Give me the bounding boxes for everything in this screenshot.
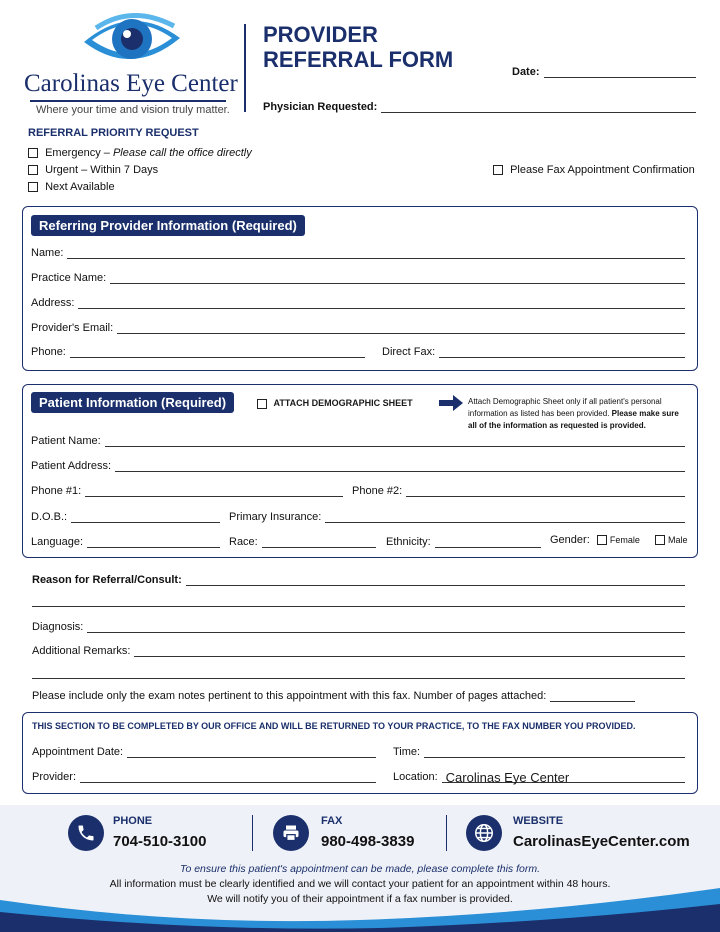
urgent-label: Urgent – Within 7 Days: [45, 164, 159, 176]
next-label: Next Available: [45, 181, 115, 193]
attach-note-a: Attach Demographic Sheet only if all patient's personal information as listed has been provided.: [468, 397, 662, 418]
emergency-checkbox[interactable]: [28, 148, 38, 158]
reason-line-2[interactable]: [32, 606, 685, 607]
patient-name-label: Patient Name:: [31, 435, 101, 447]
form-title-line1: PROVIDER: [263, 22, 378, 47]
ref-fax-field[interactable]: [382, 344, 685, 358]
emergency-label: Emergency –: [45, 147, 113, 159]
date-input[interactable]: [544, 67, 696, 78]
provider-field[interactable]: [32, 769, 376, 783]
appt-date-label: Appointment Date:: [32, 746, 124, 758]
logo-tagline: Where your time and vision truly matter.: [36, 104, 230, 116]
ref-email-label: Provider's Email:: [31, 322, 114, 334]
appt-date-input[interactable]: [127, 747, 376, 758]
logo: [24, 8, 238, 116]
male-checkbox[interactable]: [655, 535, 665, 545]
ref-phone-label: Phone:: [31, 346, 66, 358]
patient-name-field[interactable]: [31, 433, 685, 447]
phone2-field[interactable]: [352, 483, 685, 497]
ref-practice-label: Practice Name:: [31, 272, 107, 284]
race-input[interactable]: [262, 537, 376, 548]
office-heading: THIS SECTION TO BE COMPLETED BY OUR OFFICE AND WILL BE RETURNED TO YOUR PRACTICE, TO THE FAX NUMBER YOU PROVIDED.: [32, 721, 636, 731]
logo-underline: [30, 100, 226, 102]
attach-demographic[interactable]: [257, 398, 413, 409]
priority-next[interactable]: [28, 181, 115, 193]
location-field[interactable]: [393, 769, 685, 783]
ref-address-label: Address:: [31, 297, 75, 309]
fax-icon: [273, 815, 309, 851]
arrow-right-icon: [439, 395, 463, 411]
fax-confirm-checkbox[interactable]: [493, 165, 503, 175]
phone-value[interactable]: 704-510-3100: [113, 833, 207, 850]
attach-checkbox[interactable]: [257, 399, 267, 409]
emergency-note: Please call the office directly: [112, 147, 252, 159]
phone2-input[interactable]: [406, 486, 685, 497]
location-label: Location:: [393, 771, 438, 783]
footer-divider-1: [252, 815, 253, 851]
urgent-checkbox[interactable]: [28, 165, 38, 175]
patient-tag: Patient Information (Required): [31, 392, 234, 413]
diagnosis-label: Diagnosis:: [32, 621, 84, 633]
provider-label: Provider:: [32, 771, 77, 783]
ref-fax-label: Direct Fax:: [382, 346, 436, 358]
attach-note-b: Please make sure all of the information as requested is provided.: [468, 409, 679, 430]
pages-field[interactable]: [32, 688, 635, 702]
globe-icon: [466, 815, 502, 851]
footer-note-2: All information must be clearly identified and we will contact your patient for an appointment within 48 hours.: [109, 878, 611, 890]
reason-input[interactable]: [186, 575, 685, 586]
ethnicity-label: Ethnicity:: [386, 536, 431, 548]
pages-label: Please include only the exam notes pertinent to this appointment with this fax. Number of pages attached:: [32, 690, 547, 702]
time-field[interactable]: [393, 744, 685, 758]
date-label: Date:: [512, 66, 540, 78]
ref-phone-input[interactable]: [70, 347, 365, 358]
language-label: Language:: [31, 536, 83, 548]
insurance-input[interactable]: [325, 512, 685, 523]
provider-input[interactable]: [80, 772, 376, 783]
male-label: Male: [668, 535, 688, 545]
pages-input[interactable]: [550, 691, 635, 702]
physician-label: Physician Requested:: [263, 101, 378, 113]
logo-name: Carolinas Eye Center: [24, 70, 238, 97]
website-value[interactable]: CarolinasEyeCenter.com: [513, 833, 690, 850]
female-label: Female: [609, 535, 640, 545]
date-field[interactable]: [512, 64, 696, 78]
time-input[interactable]: [424, 747, 685, 758]
phone2-label: Phone #2:: [352, 485, 403, 497]
form-title-line2: REFERRAL FORM: [263, 47, 454, 72]
referring-provider-tag: Referring Provider Information (Required): [31, 215, 305, 236]
fax-label: FAX: [321, 815, 343, 827]
ref-practice-field[interactable]: [31, 270, 685, 284]
phone-icon: [68, 815, 104, 851]
ethnicity-input[interactable]: [435, 537, 541, 548]
gender-field: [550, 534, 688, 546]
phone1-input[interactable]: [85, 486, 343, 497]
language-input[interactable]: [87, 537, 220, 548]
reason-field[interactable]: [32, 572, 685, 586]
patient-address-label: Patient Address:: [31, 460, 112, 472]
remarks-field[interactable]: [32, 643, 685, 657]
ethnicity-field[interactable]: [386, 534, 541, 548]
phone1-field[interactable]: [31, 483, 343, 497]
fax-confirm[interactable]: [493, 164, 695, 176]
remarks-line-2[interactable]: [32, 678, 685, 679]
patient-address-input[interactable]: [115, 461, 685, 472]
ref-name-input[interactable]: [67, 248, 685, 259]
fax-value[interactable]: 980-498-3839: [321, 833, 415, 850]
female-checkbox[interactable]: [597, 535, 607, 545]
appt-date-field[interactable]: [32, 744, 376, 758]
attach-note: [468, 396, 688, 432]
attach-label: ATTACH DEMOGRAPHIC SHEET: [273, 398, 413, 408]
fax-confirm-label: Please Fax Appointment Confirmation: [510, 164, 695, 176]
reason-label: Reason for Referral/Consult:: [32, 574, 182, 586]
eye-logo-icon: [82, 8, 182, 68]
language-field[interactable]: [31, 534, 220, 548]
priority-heading: REFERRAL PRIORITY REQUEST: [28, 127, 199, 139]
header-divider: [244, 24, 246, 112]
footer-note-1: To ensure this patient's appointment can be made, please complete this form.: [180, 863, 540, 875]
insurance-label: Primary Insurance:: [229, 511, 322, 523]
time-label: Time:: [393, 746, 421, 758]
diagnosis-field[interactable]: [32, 619, 685, 633]
ref-fax-input[interactable]: [439, 347, 685, 358]
ref-address-field[interactable]: [31, 295, 685, 309]
race-label: Race:: [229, 536, 258, 548]
diagnosis-input[interactable]: [87, 622, 685, 633]
ref-email-field[interactable]: [31, 320, 685, 334]
insurance-field[interactable]: [229, 509, 685, 523]
dob-input[interactable]: [71, 512, 220, 523]
ref-address-input[interactable]: [78, 298, 685, 309]
footer-note-3: We will notify you of their appointment if a fax number is provided.: [207, 893, 513, 905]
ref-phone-field[interactable]: [31, 344, 365, 358]
gender-label: Gender:: [550, 534, 590, 546]
priority-emergency[interactable]: [28, 147, 252, 159]
next-checkbox[interactable]: [28, 182, 38, 192]
website-label: WEBSITE: [513, 815, 564, 827]
remarks-input[interactable]: [134, 646, 685, 657]
physician-field[interactable]: [263, 99, 696, 113]
patient-address-field[interactable]: [31, 458, 685, 472]
priority-urgent[interactable]: [28, 164, 158, 176]
dob-label: D.O.B.:: [31, 511, 68, 523]
patient-name-input[interactable]: [105, 436, 685, 447]
location-input[interactable]: Carolinas Eye Center: [442, 772, 685, 783]
phone1-label: Phone #1:: [31, 485, 82, 497]
ref-name-field[interactable]: [31, 245, 685, 259]
race-field[interactable]: [229, 534, 376, 548]
ref-email-input[interactable]: [117, 323, 685, 334]
remarks-label: Additional Remarks:: [32, 645, 131, 657]
phone-label: PHONE: [113, 815, 153, 827]
physician-input[interactable]: [381, 102, 696, 113]
dob-field[interactable]: [31, 509, 220, 523]
footer-divider-2: [446, 815, 447, 851]
ref-practice-input[interactable]: [110, 273, 685, 284]
ref-name-label: Name:: [31, 247, 64, 259]
